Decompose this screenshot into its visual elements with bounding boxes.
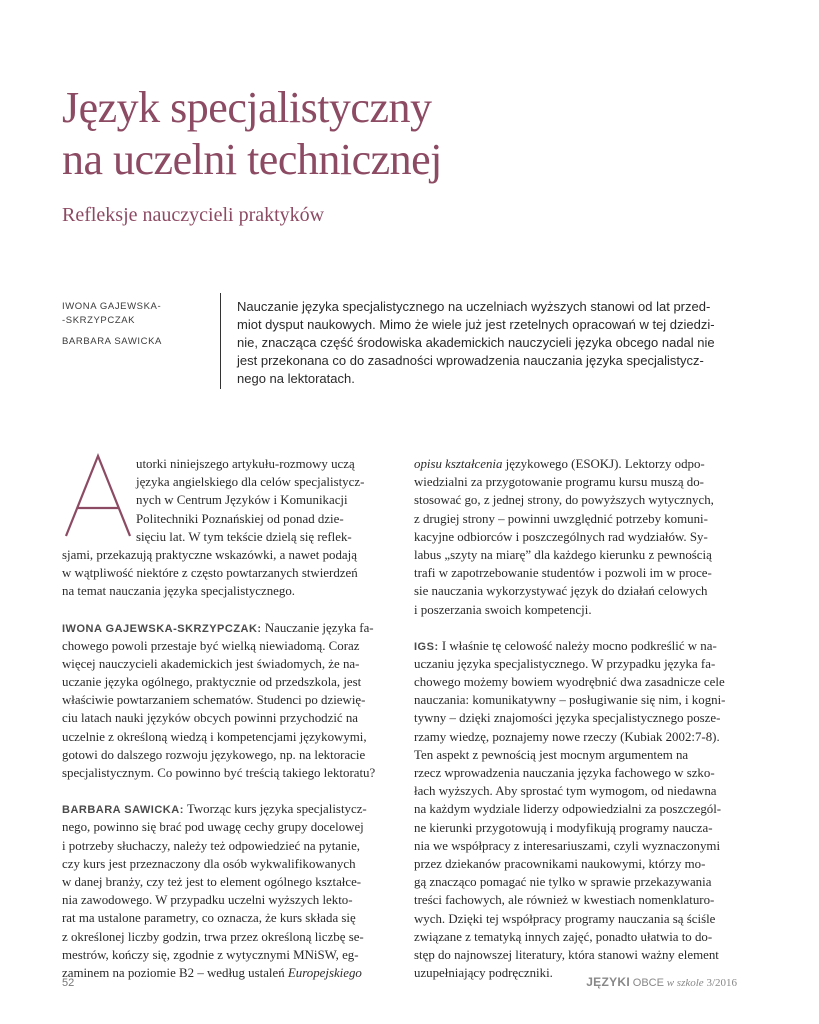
paragraph-line: ne kierunki przygotowują i modyfikują programy naucza- (414, 820, 713, 835)
magazine-name: JĘZYKI (586, 975, 631, 989)
intro-line: nych w Centrum Języków i Komunikacji (136, 493, 348, 508)
author-2: BARBARA SAWICKA (62, 336, 162, 347)
paragraph-line: rat ma ustalone parametry, co oznacza, że kurs składa się (62, 911, 356, 926)
abstract-divider (220, 293, 221, 389)
paragraph-line: nego, powinno się brać pod uwagę cechy grupy docelowej (62, 820, 364, 835)
paragraph-line: treści fachowych, ale również w kwestiach nomenklaturo- (414, 893, 715, 908)
paragraph-line: ciu latach nauki języków obcych powinni przychodzić na (62, 711, 359, 726)
magazine-footer (586, 975, 737, 989)
paragraph-line: wiedzialni za przygotowanie programu kursu muszą do- (414, 475, 704, 490)
paragraph-line: labus „szyty na miarę” dla każdego kierunku z pewnością (414, 547, 712, 562)
paragraph-line: IWONA GAJEWSKA-SKRZYPCZAK: Nauczanie języka fa- (62, 620, 374, 635)
paragraph-line: i potrzeby słuchaczy, należy też odpowiedzieć na pytanie, (62, 838, 361, 853)
paragraph-line: nia zawodowego. W przypadku uczelni wyższych lekto- (62, 893, 353, 908)
intro-line: sjami, przekazują praktyczne wskazówki, a nawet podają (62, 547, 357, 562)
paragraph-line: czy kurs jest przeznaczony dla osób wykwalifikowanych (62, 856, 356, 871)
paragraph-line: uczelnie z określoną wiedzą i kompetencjami językowymi, (62, 729, 367, 744)
magazine-tagline: w szkole (666, 977, 704, 989)
author-1: IWONA GAJEWSKA- -SKRZYPCZAK (62, 301, 162, 326)
magazine-name-2: OBCE (632, 977, 664, 989)
issue-number: 3/2016 (706, 977, 737, 989)
abstract-line: nego na lektoratach. (237, 371, 355, 386)
intro-line: sięciu lat. W tym tekście dzielą się reflek- (136, 529, 352, 544)
paragraph-line: kacyjne odbiorców i poszczególnych rad wydziałów. Sy- (414, 529, 708, 544)
paragraph-line: nauczania: komunikatywny – posługiwanie się nim, i kogni- (414, 693, 726, 708)
paragraph-line: nia we współpracy z interesariuszami, czyli wyznaczonymi (414, 838, 721, 853)
paragraph-line: IGS: I właśnie tę celowość należy mocno podkreślić w na- (414, 638, 717, 653)
paragraph-line: i poszerzania swoich kompetencji. (414, 602, 592, 617)
speaker-label: IGS: (414, 640, 439, 653)
paragraph-line: sie nauczania wykorzystywać język do działań celowych (414, 584, 708, 599)
author-list (62, 300, 212, 356)
paragraph-line: z określonej liczby godzin, trwa przez określoną liczbę se- (62, 929, 364, 944)
paragraph-line: rzecz wprowadzenia nauczania języka fachowego w szko- (414, 766, 715, 780)
abstract-line: miot dysput naukowych. Mimo że wiele już jest rzetelnych opracowań w tej dziedzi- (237, 317, 715, 332)
intro-line: Politechniki Poznańskiej od ponad dzie- (136, 511, 344, 526)
right-column (414, 455, 738, 982)
paragraph-line: chowego powoli przestaje być wielką niewiadomą. Coraz (62, 638, 360, 653)
paragraph-line: rzamy wiedzę, poznajemy nowe rzeczy (Kubiak 2002:7-8). (414, 729, 720, 744)
intro-line: utorki niniejszego artykułu-rozmowy uczą (136, 457, 355, 471)
left-column (62, 455, 384, 982)
paragraph-line: uczaniu języka specjalistycznego. W przypadku języka fa- (414, 656, 716, 671)
abstract-line: jest przekonana co do zasadności wprowadzenia nauczania języka specjalistycz- (237, 353, 704, 368)
paragraph-line: BARBARA SAWICKA: Tworząc kurs języka specjalistycz- (62, 802, 367, 817)
abstract-line: Nauczanie języka specjalistycznego na uczelniach wyższych stanowi od lat przed- (237, 299, 711, 314)
article-subtitle: Refleksje nauczycieli praktyków (62, 204, 325, 226)
title-line-1: Język specjalistyczny (62, 83, 432, 132)
paragraph-line: w danej branży, czy też jest to element ogólnego kształce- (62, 874, 362, 889)
paragraph-line: tywny – dzięki znajomości języka specjalistycznego posze- (414, 711, 721, 726)
paragraph-line: związane z tematyką innych zajęć, ponadto ułatwia to do- (414, 929, 713, 944)
paragraph-line: na każdym wydziale liderzy odpowiedzialni za poszczegól- (414, 802, 722, 817)
speaker-label: IWONA GAJEWSKA-SKRZYPCZAK: (62, 622, 262, 635)
paragraph-line: specjalistycznym. Co powinno być treścią takiego lektoratu? (62, 766, 376, 780)
title-line-2: na uczelni technicznej (62, 135, 442, 184)
intro-line: w wątpliwość niektóre z często powtarzanych stwierdzeń (62, 566, 358, 581)
paragraph-line: z drugiej strony – powinni uwzględnić potrzeby komuni- (414, 511, 708, 526)
paragraph-line: stosować go, z jednej strony, do powyższych wytycznych, (414, 493, 714, 508)
paragraph-line: wych. Dzięki tej współpracy programy nauczania są ściśle (414, 911, 716, 926)
paragraph-line: trafi w zapotrzebowanie studentów i pozwoli im w proce- (414, 566, 712, 581)
paragraph-line: zaminem na poziomie B2 – według ustaleń Europejskiego (62, 965, 362, 980)
paragraph-line: stęp do najnowszej literatury, która stanowi ważny element (414, 947, 719, 962)
speaker-label: BARBARA SAWICKA: (62, 804, 184, 817)
paragraph-line: uczanie języka ogólnego, praktycznie od przedszkola, jest (62, 675, 362, 690)
intro-line: na temat nauczania języka specjalistycznego. (62, 584, 295, 599)
paragraph-line: gą znacząco pomagać nie tylko w sprawie przekazywania (414, 875, 712, 890)
article-title (62, 82, 442, 186)
paragraph-line: mestrów, kończy się, zgodnie z wytycznymi MNiSW, eg- (62, 947, 359, 962)
paragraph-line: łach wyższych. Aby sprostać tym wymogom, od niedawna (414, 784, 717, 799)
paragraph-line: więcej nauczycieli akademickich jest świadomych, że na- (62, 656, 360, 671)
page-number: 52 (62, 977, 75, 989)
abstract (237, 298, 739, 388)
intro-line: języka angielskiego dla celów specjalistycz- (136, 475, 365, 490)
paragraph-line: uzupełniający podręczniki. (414, 966, 553, 981)
paragraph-line: opisu kształcenia językowego (ESOKJ). Lektorzy odpo- (414, 457, 705, 471)
paragraph-line: gotowi do dalszego rozwoju językowego, np. na lektoracie (62, 747, 366, 762)
paragraph-line: Ten aspekt z pewnością jest mocnym argumentem na (414, 747, 689, 762)
paragraph-line: właściwie powtarzaniem schematów. Studenci po dziewię- (62, 693, 366, 708)
paragraph-line: chowego możemy bowiem wyodrębnić dwa zasadnicze cele (414, 675, 725, 690)
abstract-line: nie, znacząca część środowiska akademickich nauczycieli języka obcego nadal nie (237, 335, 715, 350)
paragraph-line: przez dziekanów pracownikami naukowymi, którzy mo- (414, 856, 706, 871)
